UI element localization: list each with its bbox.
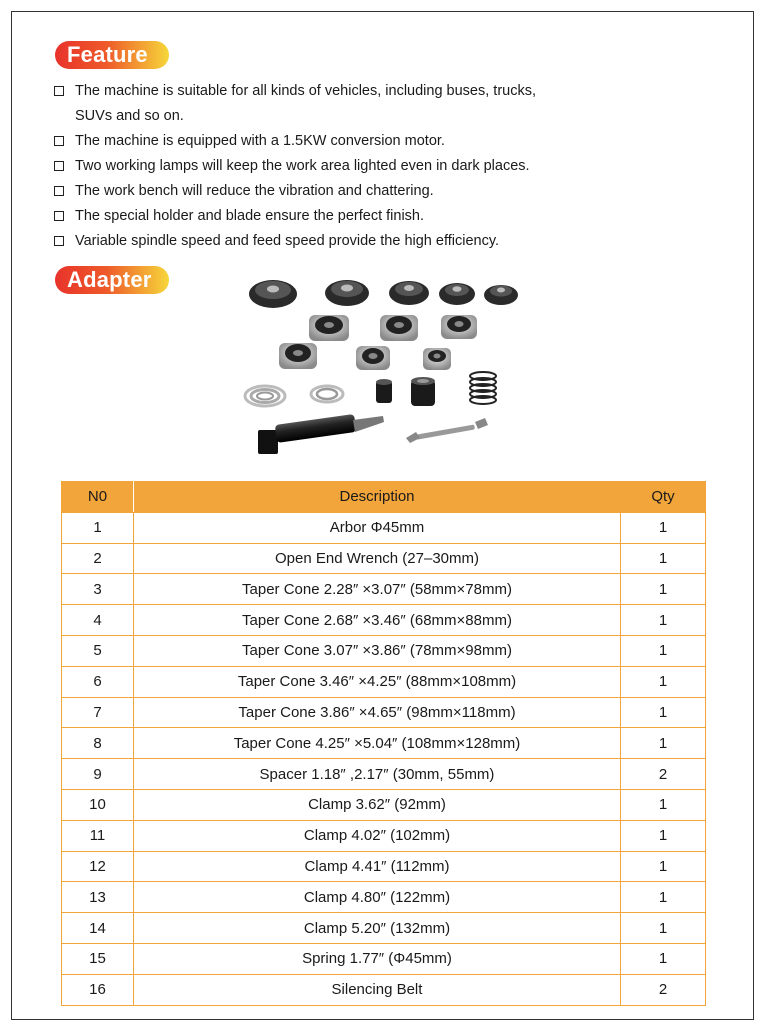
cell-qty: 2 [621,759,706,790]
silencing-belt-icon [311,386,343,402]
table-row [62,759,706,790]
cell-qty: 1 [621,943,706,974]
feature-item: The special holder and blade ensure the perfect finish. [54,204,654,229]
taper-cone-icon [380,315,418,341]
table-row [62,820,706,851]
table-row [62,851,706,882]
cell-no: 2 [62,543,134,574]
cell-description: Taper Cone 4.25″ ×5.04″ (108mm×128mm) [134,728,621,759]
silencing-belt-icon [245,386,285,406]
cell-qty: 1 [621,635,706,666]
clamp-icon [249,280,297,308]
cell-no: 11 [62,820,134,851]
cell-description: Spacer 1.18″ ,2.17″ (30mm, 55mm) [134,759,621,790]
cell-description: Taper Cone 3.07″ ×3.86″ (78mm×98mm) [134,635,621,666]
cell-no: 10 [62,789,134,820]
cell-no: 14 [62,913,134,944]
cell-description: Taper Cone 3.86″ ×4.65″ (98mm×118mm) [134,697,621,728]
spacer-icon [411,377,435,406]
cell-description: Clamp 4.02″ (102mm) [134,820,621,851]
cell-qty: 1 [621,882,706,913]
cell-qty: 2 [621,974,706,1005]
cell-qty: 1 [621,543,706,574]
feature-item: The machine is suitable for all kinds of vehicles, including buses, trucks, [54,79,654,104]
table-row [62,666,706,697]
clamp-icon [439,283,475,305]
cell-description: Taper Cone 2.68″ ×3.46″ (68mm×88mm) [134,605,621,636]
parts-table [61,481,706,1006]
table-row [62,697,706,728]
adapter-heading: Adapter [55,266,169,294]
table-row [62,728,706,759]
spacer-icon [376,379,392,403]
feature-item: Variable spindle speed and feed speed provide the high efficiency. [54,229,654,254]
cell-qty: 1 [621,605,706,636]
checkbox-icon [54,236,64,246]
taper-cone-icon [356,346,390,370]
cell-no: 12 [62,851,134,882]
cell-description: Clamp 5.20″ (132mm) [134,913,621,944]
cell-description: Arbor Φ45mm [134,512,621,543]
table-row [62,882,706,913]
cell-no: 16 [62,974,134,1005]
cell-no: 8 [62,728,134,759]
checkbox-icon [54,211,64,221]
feature-heading: Feature [55,41,169,69]
checkbox-icon [54,161,64,171]
column-header-no: N0 [62,482,134,513]
table-row [62,605,706,636]
clamp-icon [389,281,429,305]
clamp-icon [484,285,518,305]
cell-qty: 1 [621,789,706,820]
feature-item: The work bench will reduce the vibration and chattering. [54,179,654,204]
taper-cone-icon [441,315,477,339]
taper-cone-icon [309,315,349,341]
column-header-qty: Qty [621,482,706,513]
cell-qty: 1 [621,666,706,697]
table-row [62,913,706,944]
cell-no: 15 [62,943,134,974]
checkbox-icon [54,186,64,196]
cell-description: Clamp 4.80″ (122mm) [134,882,621,913]
table-row [62,574,706,605]
column-header-description: Description [134,482,621,513]
cell-no: 13 [62,882,134,913]
cell-qty: 1 [621,728,706,759]
table-row [62,635,706,666]
cell-no: 3 [62,574,134,605]
cell-no: 4 [62,605,134,636]
cell-description: Silencing Belt [134,974,621,1005]
cell-description: Taper Cone 3.46″ ×4.25″ (88mm×108mm) [134,666,621,697]
wrench-icon [406,418,488,443]
spring-icon [470,372,496,404]
feature-item: Two working lamps will keep the work area lighted even in dark places. [54,154,654,179]
arbor-icon [258,414,384,454]
cell-no: 9 [62,759,134,790]
cell-no: 1 [62,512,134,543]
feature-item: The machine is equipped with a 1.5KW conversion motor. [54,129,654,154]
cell-no: 5 [62,635,134,666]
table-row [62,974,706,1005]
cell-no: 7 [62,697,134,728]
cell-description: Taper Cone 2.28″ ×3.07″ (58mm×78mm) [134,574,621,605]
feature-list [54,79,654,254]
cell-qty: 1 [621,574,706,605]
checkbox-icon [54,136,64,146]
adapter-parts-photo [243,272,523,467]
feature-item-continuation: SUVs and so on. [75,108,184,124]
cell-description: Clamp 3.62″ (92mm) [134,789,621,820]
cell-qty: 1 [621,913,706,944]
cell-description: Clamp 4.41″ (112mm) [134,851,621,882]
cell-qty: 1 [621,697,706,728]
cell-description: Spring 1.77″ (Φ45mm) [134,943,621,974]
clamp-icon [325,280,369,306]
cell-qty: 1 [621,820,706,851]
cell-qty: 1 [621,512,706,543]
taper-cone-icon [279,343,317,369]
cell-description: Open End Wrench (27–30mm) [134,543,621,574]
cell-no: 6 [62,666,134,697]
taper-cone-icon [423,348,451,370]
table-row [62,543,706,574]
table-row [62,512,706,543]
cell-qty: 1 [621,851,706,882]
checkbox-icon [54,86,64,96]
table-row [62,789,706,820]
table-row [62,943,706,974]
table-header-row [62,482,706,513]
